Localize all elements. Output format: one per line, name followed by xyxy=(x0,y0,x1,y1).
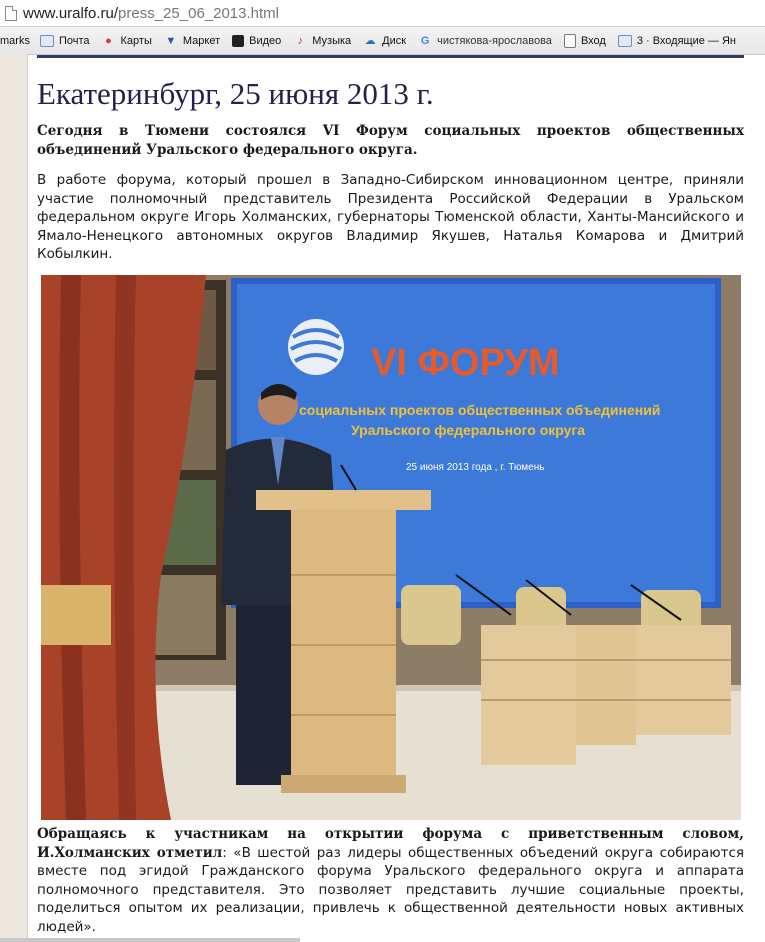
bookmark-inbox[interactable] xyxy=(618,35,736,47)
bookmark-label: Видео xyxy=(249,34,282,47)
cart-icon: ▼ xyxy=(165,34,177,47)
horizontal-scrollbar[interactable] xyxy=(0,938,300,942)
page-left-margin xyxy=(0,54,28,942)
article-title: Екатеринбург, 25 июня 2013 г. xyxy=(37,76,434,111)
url-text[interactable] xyxy=(23,5,279,22)
photo-caption xyxy=(37,825,744,936)
bookmark-label: 3 · Входящие — Ян xyxy=(636,34,737,47)
video-icon xyxy=(232,35,244,47)
mail-icon xyxy=(618,35,632,47)
bookmarks-overflow-label: marks xyxy=(0,34,30,47)
article-lead: Сегодня в Тюмени состоялся VI Форум социальных проектов общественных объединений Уральского федерального округа. xyxy=(37,123,744,158)
url-path: press_25_06_2013.html xyxy=(118,4,279,22)
forum-photo-illustration xyxy=(41,275,741,820)
caption-bold: Обращаясь к участникам на открытии форума с приветственным словом, И.Холманских отметил xyxy=(37,826,744,861)
article-body: В работе форума, который прошел в Западно-Сибирском инновационном центре, приняли участие полномочный представитель Президента Российской Федерации в Уральском федеральном округе Игорь Холманских, губернаторы Тюменской области, Ханты-Мансийского и Ямало-Ненецкого автономных округов Владимир Якушев, Наталья Комарова и Дмитрий Кобылкин. xyxy=(37,172,744,262)
url-host: www.uralfo.ru/ xyxy=(23,4,119,22)
bookmark-login[interactable] xyxy=(564,34,606,48)
bookmark-mail[interactable] xyxy=(40,35,90,47)
page-icon xyxy=(5,6,17,21)
document-icon xyxy=(564,34,576,48)
bookmark-music[interactable] xyxy=(293,34,351,48)
address-bar[interactable] xyxy=(0,0,765,26)
google-icon: G xyxy=(420,34,430,47)
bookmark-maps[interactable] xyxy=(102,34,152,48)
screen-subtitle-2: Уральского федерального округа xyxy=(351,422,586,438)
screen-subtitle-1: социальных проектов общественных объединений xyxy=(299,402,661,418)
bookmark-google[interactable] xyxy=(418,34,552,48)
bookmarks-overflow[interactable] xyxy=(0,35,30,47)
screen-title: VI ФОРУМ xyxy=(371,342,560,384)
bookmark-market[interactable] xyxy=(164,34,220,48)
bookmark-label: Музыка xyxy=(312,34,352,47)
bookmark-label: Почта xyxy=(58,34,90,47)
bookmark-label: Карты xyxy=(120,34,152,47)
article-photo xyxy=(41,275,741,820)
bookmark-disk[interactable] xyxy=(363,34,406,48)
bookmark-label: Маркет xyxy=(182,34,221,47)
disk-icon: ☁ xyxy=(364,34,376,47)
article xyxy=(37,58,744,935)
bookmark-label: чистякова-ярославова xyxy=(437,34,552,47)
mail-icon xyxy=(40,35,54,47)
bookmark-label: Вход xyxy=(580,34,606,47)
map-pin-icon: ● xyxy=(105,34,112,47)
bookmark-video[interactable] xyxy=(232,35,281,47)
bookmarks-bar xyxy=(0,26,765,55)
caption-quote: : «В шестой раз лидеры общественных объедений округа собираются вместе под эгидой Гражданского форума Уральского федерального округа и аппарата полномочного представителя. Это позволяет представить лучшие социальные проекты, поделиться опытом их реализации, привлечь к общественной деятельности новых активных людей». xyxy=(37,844,744,935)
screen-date: 25 июня 2013 года , г. Тюмень xyxy=(406,462,545,473)
bookmark-label: Диск xyxy=(382,34,407,47)
music-icon: ♪ xyxy=(297,34,303,47)
